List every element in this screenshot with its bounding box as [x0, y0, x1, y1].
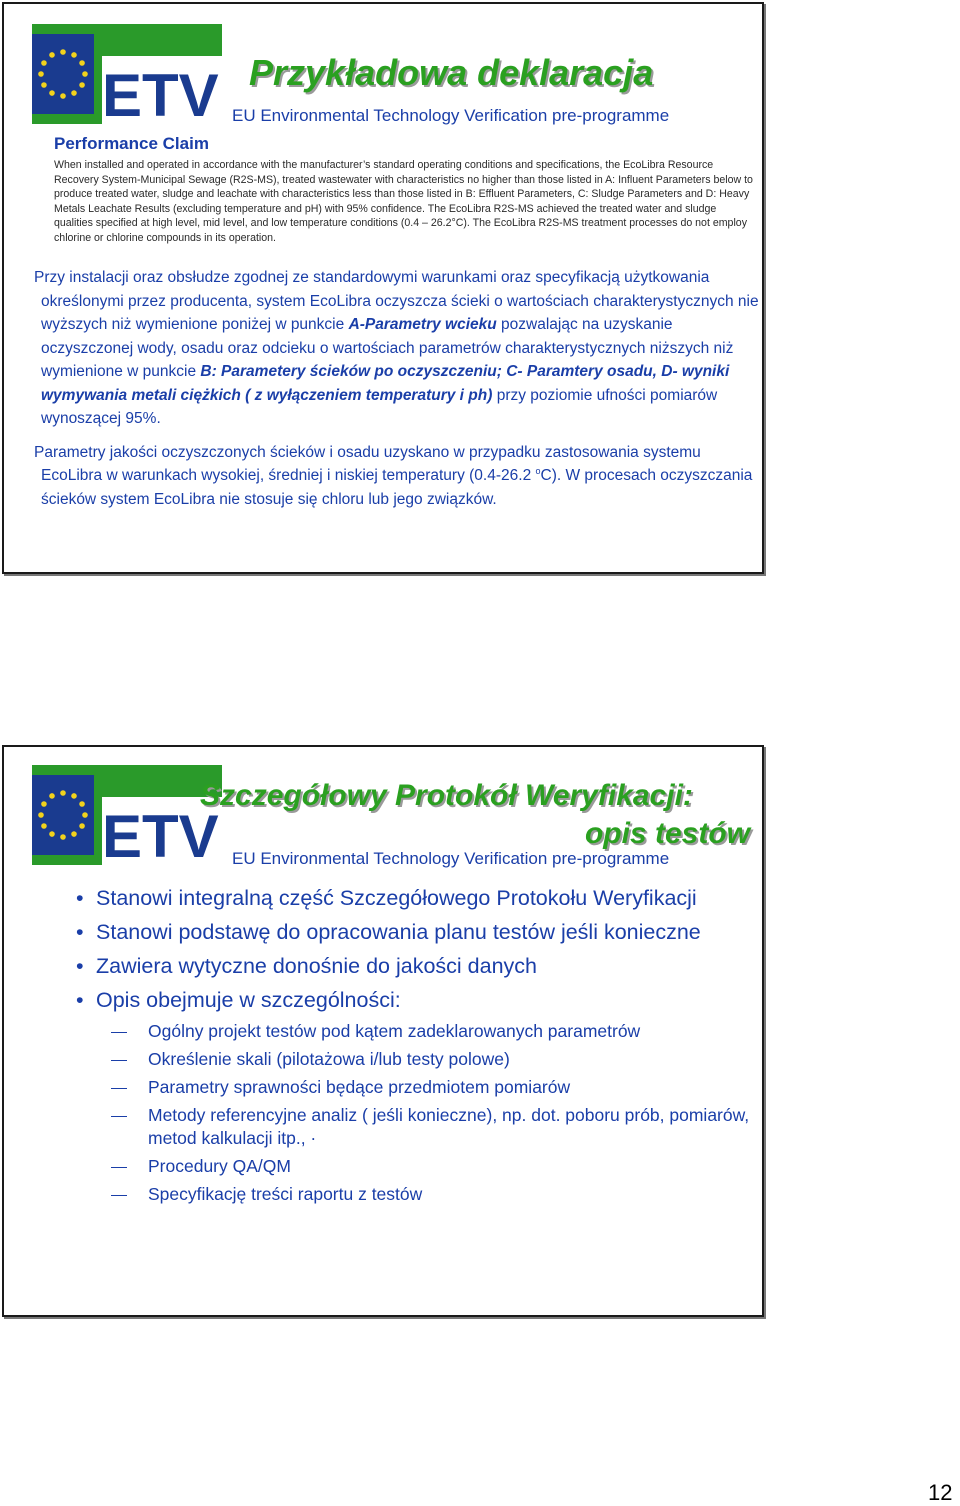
slide-subtitle: EU Environmental Technology Verification pre-programme	[232, 106, 670, 125]
eu-star-icon	[60, 93, 66, 99]
slide-title-line-1: Szczegółowy Protokół Weryfikacji:	[200, 779, 693, 812]
page-number: 12	[928, 1480, 953, 1505]
bullet-list	[76, 884, 756, 1211]
slide-title: Przykładowa deklaracja	[249, 52, 654, 93]
slide-2	[2, 745, 764, 1317]
bullet-item: • Stanowi podstawę do opracowania planu testów jeśli konieczne	[76, 918, 756, 946]
logo-text: ETV	[102, 62, 219, 124]
eu-star-icon	[38, 71, 44, 77]
eu-star-icon	[41, 823, 47, 829]
eu-star-icon	[60, 49, 66, 55]
claim-heading: Performance Claim	[54, 134, 209, 153]
slide-subtitle: EU Environmental Technology Verification pre-programme	[232, 849, 670, 868]
logo-text: ETV	[102, 803, 219, 865]
sub-item: Procedury QA/QM	[76, 1155, 756, 1178]
eu-star-icon	[60, 834, 66, 840]
eu-star-icon	[41, 60, 47, 66]
sub-item: Ogólny projekt testów pod kątem zadeklarowanych parametrów	[76, 1020, 756, 1043]
paragraph-2: Parametry jakości oczyszczonych ścieków i osadu uzyskano w przypadku zastosowania systemu EcoLibra w warunkach wysokiej, średniej i niskiej temperatury (0.4-26.2 $^o$C). W procesach oczyszczania ścieków system EcoLibra nie stosuje się chloru lub jego związków.	[34, 443, 753, 508]
eu-star-icon	[82, 71, 88, 77]
slide-1	[2, 2, 764, 574]
eu-star-icon	[71, 831, 77, 837]
etv-logo	[32, 24, 222, 124]
bullet-item: • Stanowi integralną część Szczegółowego Protokołu Weryfikacji	[76, 884, 756, 912]
eu-star-icon	[41, 801, 47, 807]
sub-item: Specyfikację treści raportu z testów	[76, 1183, 756, 1206]
eu-star-icon	[71, 793, 77, 799]
bullet-item: • Zawiera wytyczne donośnie do jakości danych	[76, 952, 756, 980]
eu-star-icon	[49, 793, 55, 799]
sub-item: Określenie skali (pilotażowa i/lub testy polowe)	[76, 1048, 756, 1071]
polish-description	[34, 266, 759, 511]
eu-star-icon	[71, 52, 77, 58]
etv-logo	[32, 765, 222, 865]
sub-item: Metody referencyjne analiz ( jeśli konieczne), np. dot. poboru prób, pomiarów, metod kalkulacji itp., ·	[76, 1104, 756, 1150]
eu-star-icon	[49, 831, 55, 837]
eu-star-icon	[41, 82, 47, 88]
eu-star-icon	[79, 60, 85, 66]
eu-star-icon	[79, 823, 85, 829]
slide-title-line-2: opis testów	[584, 817, 750, 850]
eu-star-icon	[38, 812, 44, 818]
sub-item: Parametry sprawności będące przedmiotem pomiarów	[76, 1076, 756, 1099]
eu-star-icon	[49, 90, 55, 96]
paragraph-1: Przy instalacji oraz obsłudze zgodnej ze standardowymi warunkami oraz specyfikacją użytkowania określonymi przez producenta, system EcoLibra oczyszcza ścieki o wartościach charakterystycznych nie wyższych niż wymienione poniżej w punkcie A-Parametry wcieku pozwalając na uzyskanie oczyszczonej wody, osadu oraz odcieku o wartościach parametrów charakterystycznych niższych niż wymienione w punkcie B: Parametery ścieków po oczyszczeniu; C- Paramtery osadu, D- wyniki wymywania metali ciężkich ( z wyłączeniem temperatury i ph) przy poziomie ufności pomiarów wynoszącej 95%.	[34, 269, 759, 427]
claim-text: When installed and operated in accordance with the manufacturer’s standard operating conditions and specifications, the EcoLibra Resource Recovery System-Municipal Sewage (R2S-MS), treated wastewater with characteristics no higher than those listed in A: Influent Parameters below to produce treated water, sludge and leachate with characteristics less than those listed in B: Effluent Parameters, C: Sludge Parameters and D: Heavy Metals Leachate Results (excluding temperature and pH) with 95% confidence. The EcoLibra R2S-MS achieved the treated water and sludge qualities specified at high level, mid level, and low temperature conditions (0.4 – 26.2°C). The EcoLibra R2S-MS treatment processes do not employ chlorine or chlorine compounds in its operation.	[54, 159, 753, 244]
eu-star-icon	[79, 82, 85, 88]
eu-star-icon	[79, 801, 85, 807]
eu-star-icon	[71, 90, 77, 96]
performance-claim	[54, 134, 754, 246]
eu-star-icon	[60, 790, 66, 796]
eu-star-icon	[82, 812, 88, 818]
bullet-item: • Opis obejmuje w szczególności:	[76, 986, 756, 1014]
eu-star-icon	[49, 52, 55, 58]
